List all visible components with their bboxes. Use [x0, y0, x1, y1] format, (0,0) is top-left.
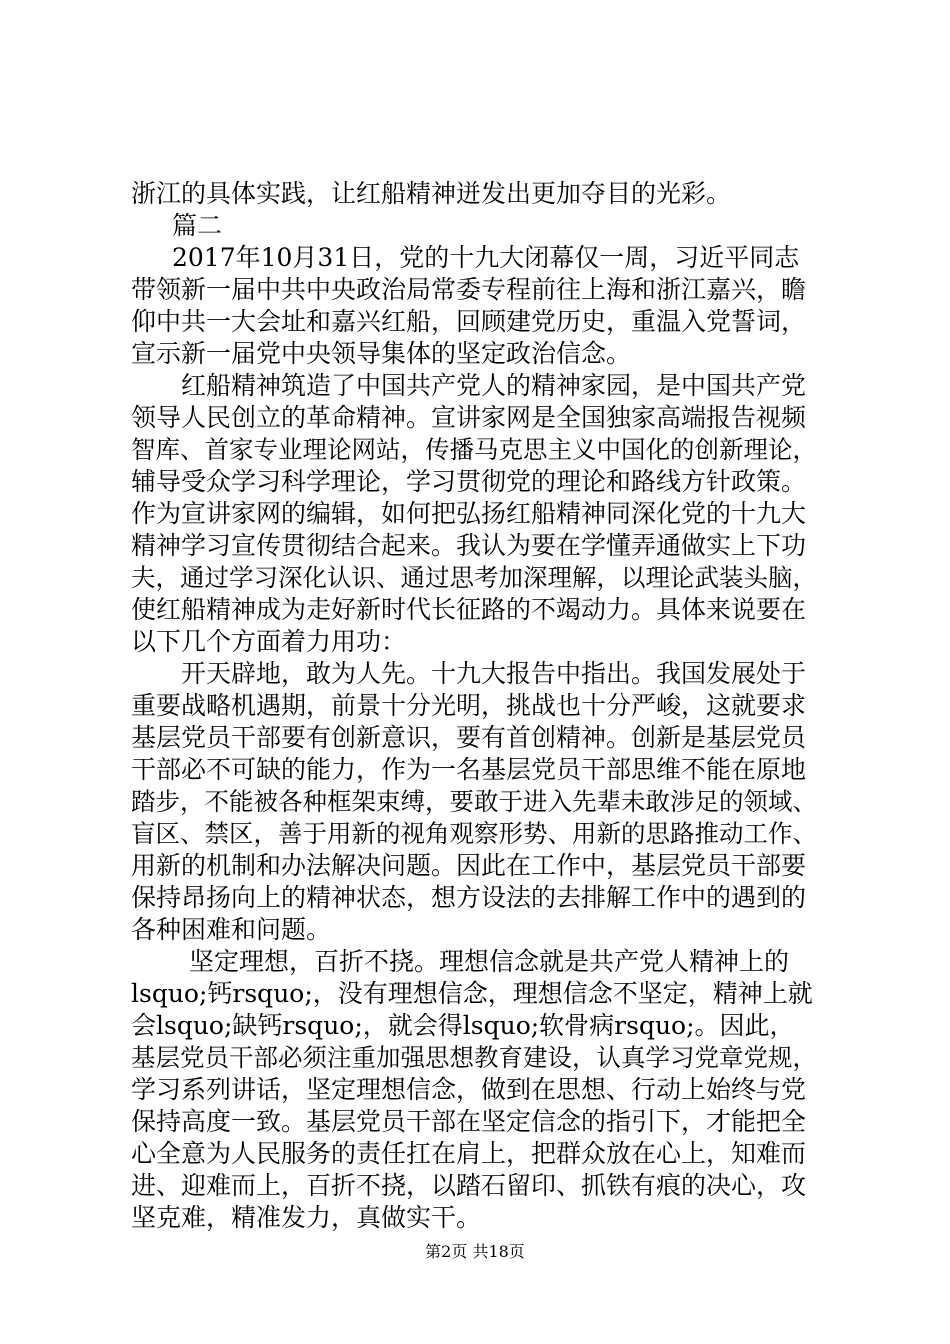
text-line: 坚克难，精准发力，真做实干。 [131, 1203, 482, 1232]
text-line: 基层党员干部要有创新意识，要有首创精神。创新是基层党员 [131, 723, 807, 752]
text-line: 重要战略机遇期，前景十分光明，挑战也十分严峻，这就要求 [131, 691, 807, 720]
text-line: 用新的机制和办法解决问题。因此在工作中，基层党员干部要 [131, 851, 807, 880]
text-line: 干部必不可缺的能力，作为一名基层党员干部思维不能在原地 [131, 755, 807, 784]
text-line: 心全意为人民服务的责任扛在肩上，把群众放在心上，知难而 [131, 1139, 807, 1168]
text-line: 智库、首家专业理论网站，传播马克思主义中国化的创新理论， [131, 435, 817, 464]
text-line: 踏步，不能被各种框架束缚，要敢于进入先辈未敢涉足的领域、 [131, 787, 817, 816]
text-line: 宣示新一届党中央领导集体的坚定政治信念。 [131, 339, 632, 368]
text-line: 浙江的具体实践，让红船精神迸发出更加夺目的光彩。 [131, 179, 732, 208]
text-line: 保持昂扬向上的精神状态，想方设法的去排解工作中的遇到的 [131, 883, 807, 912]
text-line: 领导人民创立的革命精神。宣讲家网是全国独家高端报告视频 [131, 403, 807, 432]
text-line: 盲区、禁区，善于用新的视角观察形势、用新的思路推动工作、 [131, 819, 817, 848]
text-line: 会lsquo;缺钙rsquo;，就会得lsquo;软骨病rsquo;。因此， [131, 1011, 795, 1040]
text-line: 开天辟地，敢为人先。十九大报告中指出。我国发展处于 [181, 659, 807, 688]
text-line: 带领新一届中共中央政治局常委专程前往上海和浙江嘉兴，瞻 [131, 275, 807, 304]
text-line: 学习系列讲话，坚定理想信念，做到在思想、行动上始终与党 [131, 1075, 807, 1104]
text-line: 作为宣讲家网的编辑，如何把弘扬红船精神同深化党的十九大 [131, 499, 807, 528]
text-line: 红船精神筑造了中国共产党人的精神家园，是中国共产党 [181, 371, 807, 400]
text-line: 各种困难和问题。 [131, 915, 332, 944]
text-line: 辅导受众学习科学理论，学习贯彻党的理论和路线方针政策。 [131, 467, 807, 496]
page-footer: 第2页 共18页 [425, 1242, 525, 1261]
text-line: 夫，通过学习深化认识、通过思考加深理解，以理论武装头脑， [131, 563, 817, 592]
text-line: 以下几个方面着力用功： [131, 627, 407, 656]
text-line: 精神学习宣传贯彻结合起来。我认为要在学懂弄通做实上下功 [131, 531, 807, 560]
text-line: 进、迎难而上，百折不挠，以踏石留印、抓铁有痕的决心，攻 [131, 1171, 807, 1200]
text-line: 使红船精神成为走好新时代长征路的不竭动力。具体来说要在 [131, 595, 807, 624]
text-line: 2017年10月31日，党的十九大闭幕仅一周，习近平同志 [172, 243, 800, 272]
text-line: 基层党员干部必须注重加强思想教育建设，认真学习党章党规， [131, 1043, 817, 1072]
text-line: lsquo;钙rsquo;，没有理想信念，理想信念不坚定，精神上就 [131, 979, 813, 1008]
text-line: 仰中共一大会址和嘉兴红船，回顾建党历史，重温入党誓词， [131, 307, 807, 336]
text-line: 坚定理想，百折不挠。理想信念就是共产党人精神上的 [189, 947, 790, 976]
text-line: 篇二 [172, 211, 223, 240]
text-line: 保持高度一致。基层党员干部在坚定信念的指引下，才能把全 [131, 1107, 807, 1136]
